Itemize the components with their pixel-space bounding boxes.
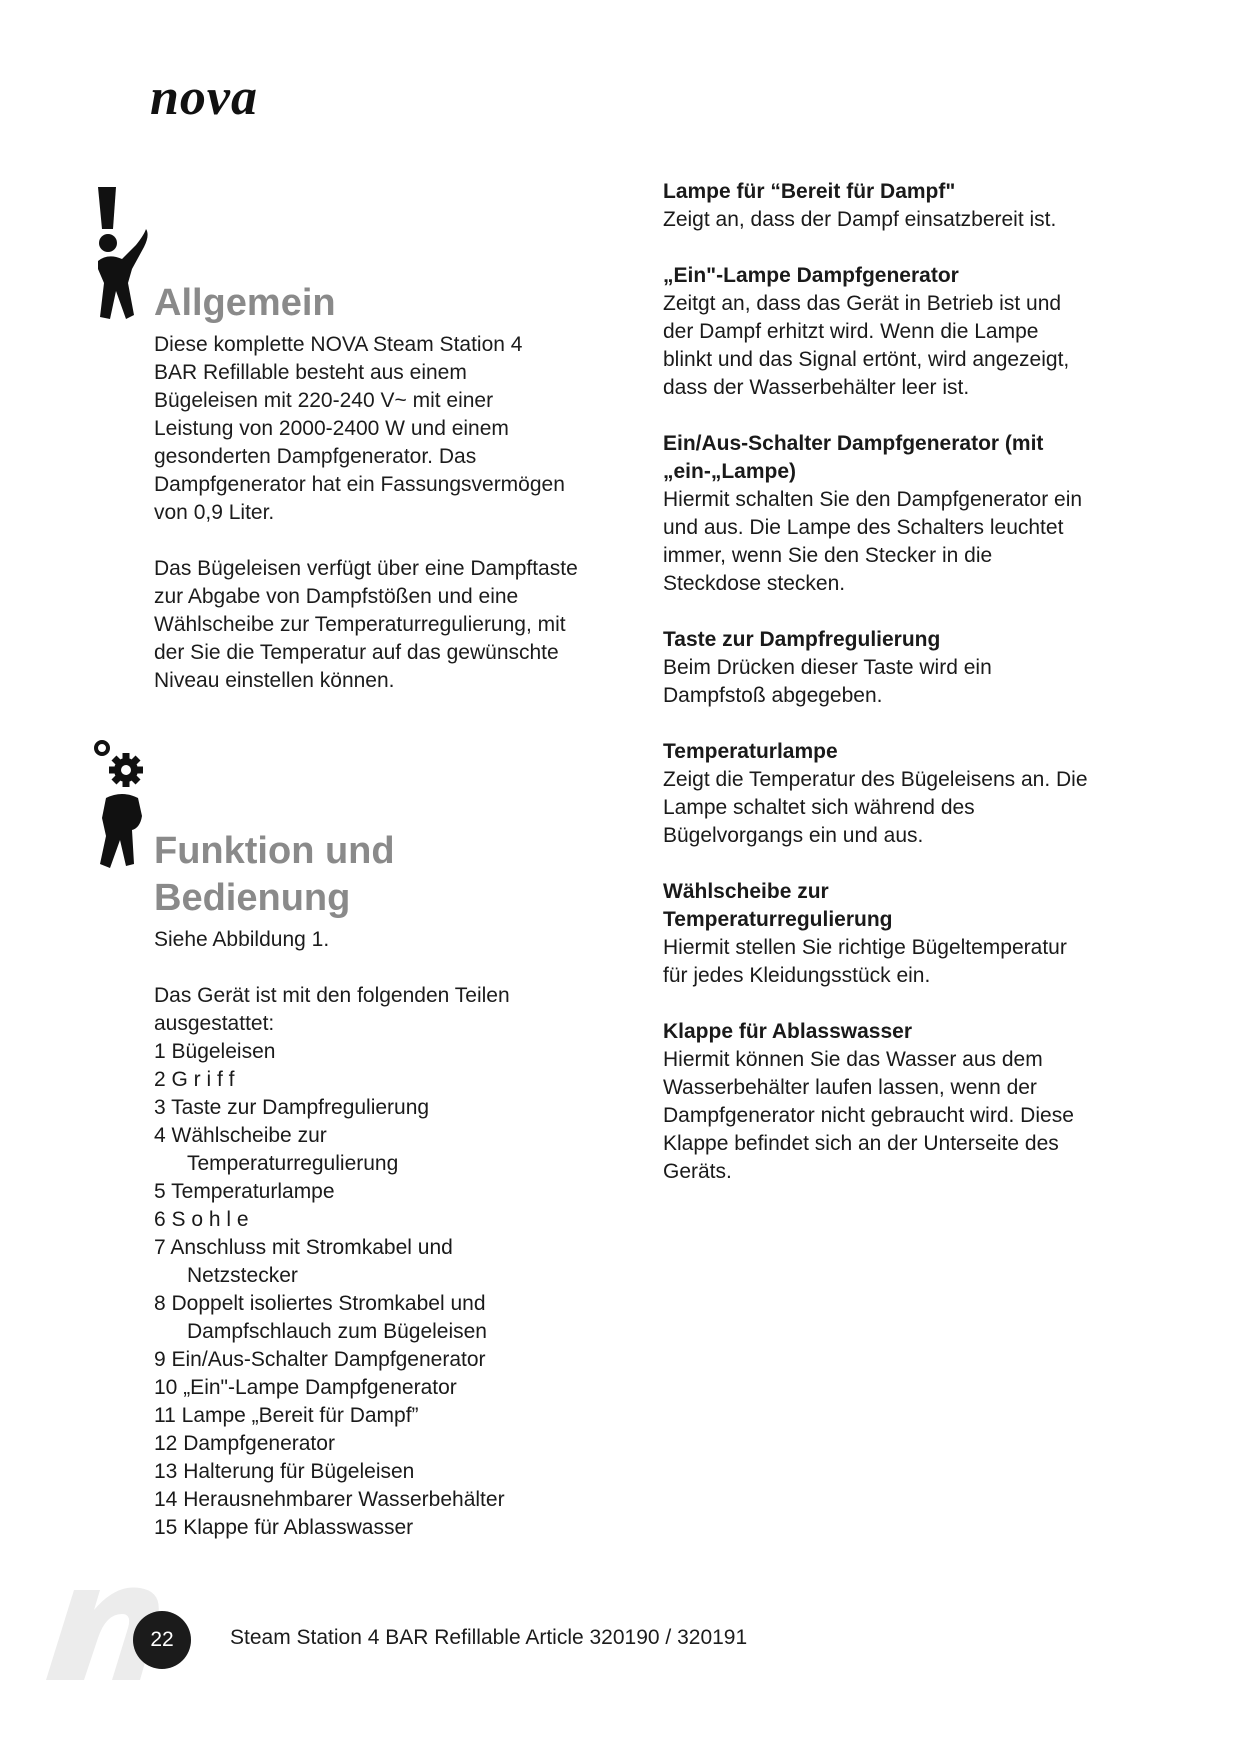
description-item: [663, 738, 1103, 850]
list-item: 8 Doppelt isoliertes Stromkabel und Dampfschlauch zum Bügeleisen: [154, 1292, 487, 1343]
list-item: 10 „Ein"-Lampe Dampfgenerator: [154, 1376, 457, 1399]
function-heading: [154, 828, 594, 922]
list-item: 14 Herausnehmbarer Wasserbehälter: [154, 1488, 505, 1511]
item-description: Zeitgt an, dass das Gerät in Betrieb ist und der Dampf erhitzt wird. Wenn die Lampe blinkt und das Signal ertönt, wird angezeigt, dass der Wasserbehälter leer ist.: [663, 292, 1070, 399]
list-item: 13 Halterung für Bügeleisen: [154, 1460, 415, 1483]
item-description: Zeigt an, dass der Dampf einsatzbereit ist.: [663, 208, 1057, 231]
item-title: Taste zur Dampfregulierung: [663, 628, 941, 651]
item-description: Beim Drücken dieser Taste wird ein Dampfstoß abgegeben.: [663, 656, 992, 707]
description-item: [663, 626, 1103, 710]
general-paragraph-1: Diese komplette NOVA Steam Station 4 BAR Refillable besteht aus einem Bügeleisen mit 220-240 V~ mit einer Leistung von 2000-2400 W und einem gesonderten Dampfgenerator. Das Dampfgenerator hat ein Fassungsvermögen von 0,9 Liter.: [154, 333, 565, 524]
description-item: [663, 262, 1103, 402]
list-item: 5 Temperaturlampe: [154, 1180, 335, 1203]
item-description: Hiermit stellen Sie richtige Bügeltemperatur für jedes Kleidungsstück ein.: [663, 936, 1067, 987]
list-item: 1 Bügeleisen: [154, 1040, 276, 1063]
list-item: 15 Klappe für Ablasswasser: [154, 1516, 414, 1539]
footer-text: Steam Station 4 BAR Refillable Article 320190 / 320191: [230, 1626, 748, 1649]
item-title: Ein/Aus-Schalter Dampfgenerator (mit „ein-„Lampe): [663, 432, 1044, 483]
function-heading-line-2: Bedienung: [154, 877, 351, 919]
description-item: [663, 1018, 1103, 1186]
component-descriptions: [663, 178, 1103, 1214]
description-item: [663, 178, 1103, 234]
brand-logo: nova: [150, 69, 258, 126]
item-description: Hiermit schalten Sie den Dampfgenerator ein und aus. Die Lampe des Schalters leuchtet immer, wenn Sie den Stecker in die Steckdose stecken.: [663, 488, 1083, 595]
see-figure-text: Siehe Abbildung 1.: [154, 928, 330, 951]
general-section: [154, 280, 594, 695]
item-title: Wählscheibe zur Temperaturregulierung: [663, 880, 893, 931]
item-description: Zeigt die Temperatur des Bügeleisens an. Die Lampe schaltet sich während des Bügelvorgangs ein und aus.: [663, 768, 1088, 847]
list-item: 3 Taste zur Dampfregulierung: [154, 1096, 430, 1119]
list-item: 2 G r i f f: [154, 1068, 235, 1091]
item-description: Hiermit können Sie das Wasser aus dem Wasserbehälter laufen lassen, wenn der Dampfgenerator nicht gebraucht wird. Diese Klappe befindet sich an der Unterseite des Geräts.: [663, 1048, 1074, 1183]
item-title: Lampe für “Bereit für Dampf": [663, 180, 956, 203]
list-item: 12 Dampfgenerator: [154, 1432, 335, 1455]
parts-list: [154, 1038, 594, 1542]
list-item: 7 Anschluss mit Stromkabel und Netzstecker: [154, 1236, 453, 1287]
parts-intro: Das Gerät ist mit den folgenden Teilen ausgestattet:: [154, 984, 510, 1035]
item-title: „Ein"-Lampe Dampfgenerator: [663, 264, 959, 287]
function-section: [154, 828, 594, 1542]
list-item: 4 Wählscheibe zur Temperaturregulierung: [154, 1124, 399, 1175]
item-title: Klappe für Ablasswasser: [663, 1020, 912, 1043]
function-heading-line-1: Funktion und: [154, 830, 395, 872]
description-item: [663, 430, 1103, 598]
general-heading: Allgemein: [154, 282, 336, 324]
page-number-badge: 22: [133, 1611, 191, 1669]
list-item: 6 S o h l e: [154, 1208, 249, 1231]
list-item: 9 Ein/Aus-Schalter Dampfgenerator: [154, 1348, 486, 1371]
general-paragraph-2: Das Bügeleisen verfügt über eine Dampftaste zur Abgabe von Dampfstößen und eine Wählscheibe zur Temperaturregulierung, mit der Sie die Temperatur auf das gewünschte Niveau einstellen können.: [154, 557, 578, 692]
gear-figure-icon: [92, 740, 152, 870]
description-item: [663, 878, 1103, 990]
item-title: Temperaturlampe: [663, 740, 838, 763]
list-item: 11 Lampe „Bereit für Dampf”: [154, 1404, 419, 1427]
attention-figure-icon: [88, 183, 152, 321]
